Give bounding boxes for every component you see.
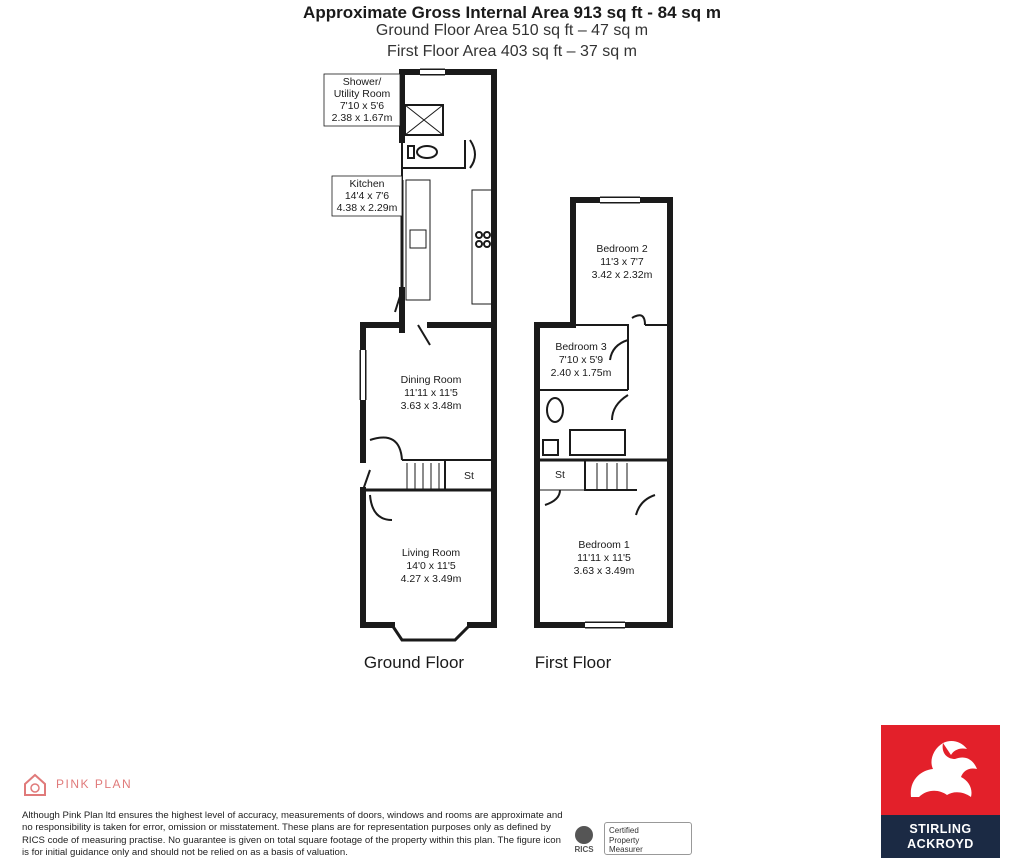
bedroom-1-imperial: 11'11 x 11'5 [577, 552, 631, 564]
brand-line-1: STIRLING [909, 822, 972, 836]
kitchen-name: Kitchen [349, 178, 385, 190]
ground-floor-area: Ground Floor Area 510 sq ft – 47 sq m [375, 22, 649, 39]
pink-plan-logo [22, 771, 132, 797]
kitchen-imperial: 14'4 x 7'6 [344, 190, 390, 202]
rics-cert-line-1: Certified [609, 826, 639, 835]
living-room-imperial: 14'0 x 11'5 [406, 560, 456, 572]
first-floor-area: First Floor Area 403 sq ft – 37 sq m [387, 43, 637, 60]
bedroom-3-metric: 2.40 x 1.75m [550, 367, 612, 379]
rics-badge [570, 822, 692, 855]
bedroom-1-name: Bedroom 1 [578, 539, 630, 551]
griffin-icon [881, 725, 1000, 815]
dining-room-name: Dining Room [400, 374, 462, 386]
shower-room-name-2: Utility Room [333, 88, 391, 100]
first-store-label: St [555, 469, 565, 481]
brand-wordmark [881, 815, 1000, 858]
bedroom-3-imperial: 7'10 x 5'9 [558, 354, 604, 366]
shower-room-metric: 2.38 x 1.67m [331, 112, 393, 124]
area-title: Approximate Gross Internal Area 913 sq ft - 84 sq m [303, 3, 721, 22]
shower-room-name-1: Shower/ [342, 76, 382, 88]
bedroom-3-name: Bedroom 3 [555, 341, 607, 353]
living-room-name: Living Room [401, 547, 461, 559]
dining-room-imperial: 11'11 x 11'5 [404, 387, 458, 399]
bedroom-2-metric: 3.42 x 2.32m [591, 269, 653, 281]
bedroom-1-metric: 3.63 x 3.49m [573, 565, 635, 577]
living-room-metric: 4.27 x 3.49m [400, 573, 462, 585]
first-floor-label: First Floor [534, 653, 612, 672]
rics-icon [570, 823, 598, 855]
rics-label: RICS [574, 844, 594, 854]
brand-emblem [881, 725, 1000, 815]
bedroom-2-imperial: 11'3 x 7'7 [600, 256, 644, 268]
ground-store-label: St [464, 470, 474, 482]
ground-floor-label: Ground Floor [363, 653, 465, 672]
shower-room-imperial: 7'10 x 5'6 [339, 100, 385, 112]
disclaimer: Although Pink Plan ltd ensures the highest level of accuracy, measurements of doors, windows and rooms are approximate and no responsibility is taken for error, omission or misstatement. These plans are for representation purposes only as defined by RICS code of measuring practise. No guarantee is given on total square footage of the property within this plan. The figure icon is for initial guidance only and should not be relied on as a basis of valuation. [22, 810, 563, 859]
rics-certified-box [604, 822, 692, 855]
dining-room-metric: 3.63 x 3.48m [400, 400, 462, 412]
brand-line-2: ACKROYD [907, 837, 974, 851]
kitchen-metric: 4.38 x 2.29m [336, 202, 398, 214]
stirling-ackroyd-logo [881, 725, 1000, 858]
rics-cert-line-2: Property [609, 835, 640, 845]
rics-cert-line-3: Measurer [609, 845, 643, 854]
bedroom-2-name: Bedroom 2 [596, 243, 648, 255]
pink-plan-text: PINK PLAN [56, 777, 133, 791]
pink-plan-house-icon [22, 771, 48, 797]
